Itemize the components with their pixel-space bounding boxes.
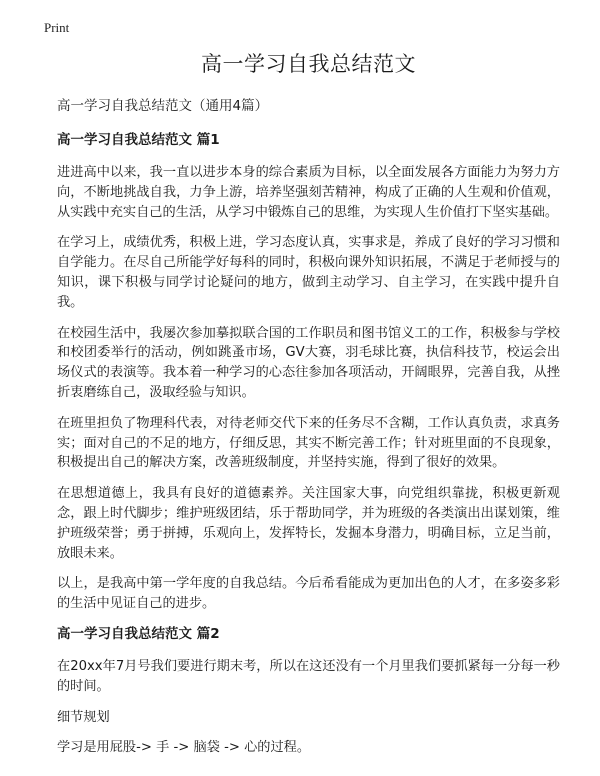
paragraph: 以上，是我高中第一学年度的自我总结。今后希看能成为更加出色的人才，在多姿多彩的生活中见证自己的进步。 [57,576,560,612]
document [57,50,560,769]
paragraph: 在20xx年7月号我们要进行期末考，所以在这还没有一个月里我们要抓紧每一分每一秒的时间。 [57,658,560,694]
paragraph: 细节规划 [57,709,110,725]
paragraph: 学习是用屁股-> 手 -> 脑袋 -> 心的过程。 [57,740,311,756]
paragraph: 在校园生活中，我屡次参加摹拟联合国的工作职员和图书馆义工的工作，积极参与学校和校团委举行的活动，例如跳蚤市场，GV大赛，羽毛球比赛，执信科技节，校运会出场仪式的表演等。我本着一种学习的心态往参加各项活动，开阔眼界，完善自我，从挫折衷磨练自己，汲取经验与知识。 [57,325,560,400]
paragraph: 在班里担负了物理科代表，对待老师交代下来的任务尽不含糊，工作认真负责，求真务实；面对自己的不足的地方，仔细反思，其实不断完善工作；针对班里面的不良现象，积极提出自己的解决方案，改善班级制度，并坚持实施，得到了很好的效果。 [57,415,560,471]
document-subtitle: 高一学习自我总结范文（通用4篇） [57,98,269,114]
paragraph: 进进高中以来，我一直以进步本身的综合素质为目标，以全面发展各方面能力为努力方向，不断地挑战自我，力争上游，培养坚强刻苦精神，构成了正确的人生观和价值观，从实践中充实自己的生活，从学习中锻炼自己的思维，为实现人生价值打下坚实基础。 [57,165,560,220]
paragraph: 在学习上，成绩优秀，积极上进，学习态度认真，实事求是，养成了良好的学习习惯和自学能力。在尽自己所能学好每科的同时，积极向课外知识拓展，不满足于老师授与的知识，课下积极与同学讨论疑问的地方，做到主动学习、自主学习，在实践中提升自我。 [57,235,560,310]
section-heading-1: 高一学习自我总结范文 篇1 [57,132,220,148]
paragraph: 在思想道德上，我具有良好的道德素养。关注国家大事，向党组织靠拢，积极更新观念，跟上时代脚步；维护班级团结，乐于帮助同学，并为班级的各类演出出谋划策，维护班级荣誉；勇于拼搏，乐观向上，发挥特长，发掘本身潜力，明确目标，立足当前，放眼未来。 [57,486,560,561]
section-heading-2: 高一学习自我总结范文 篇2 [57,625,220,642]
print-link[interactable]: Print [44,20,70,35]
page-title: 高一学习自我总结范文 [201,52,416,76]
